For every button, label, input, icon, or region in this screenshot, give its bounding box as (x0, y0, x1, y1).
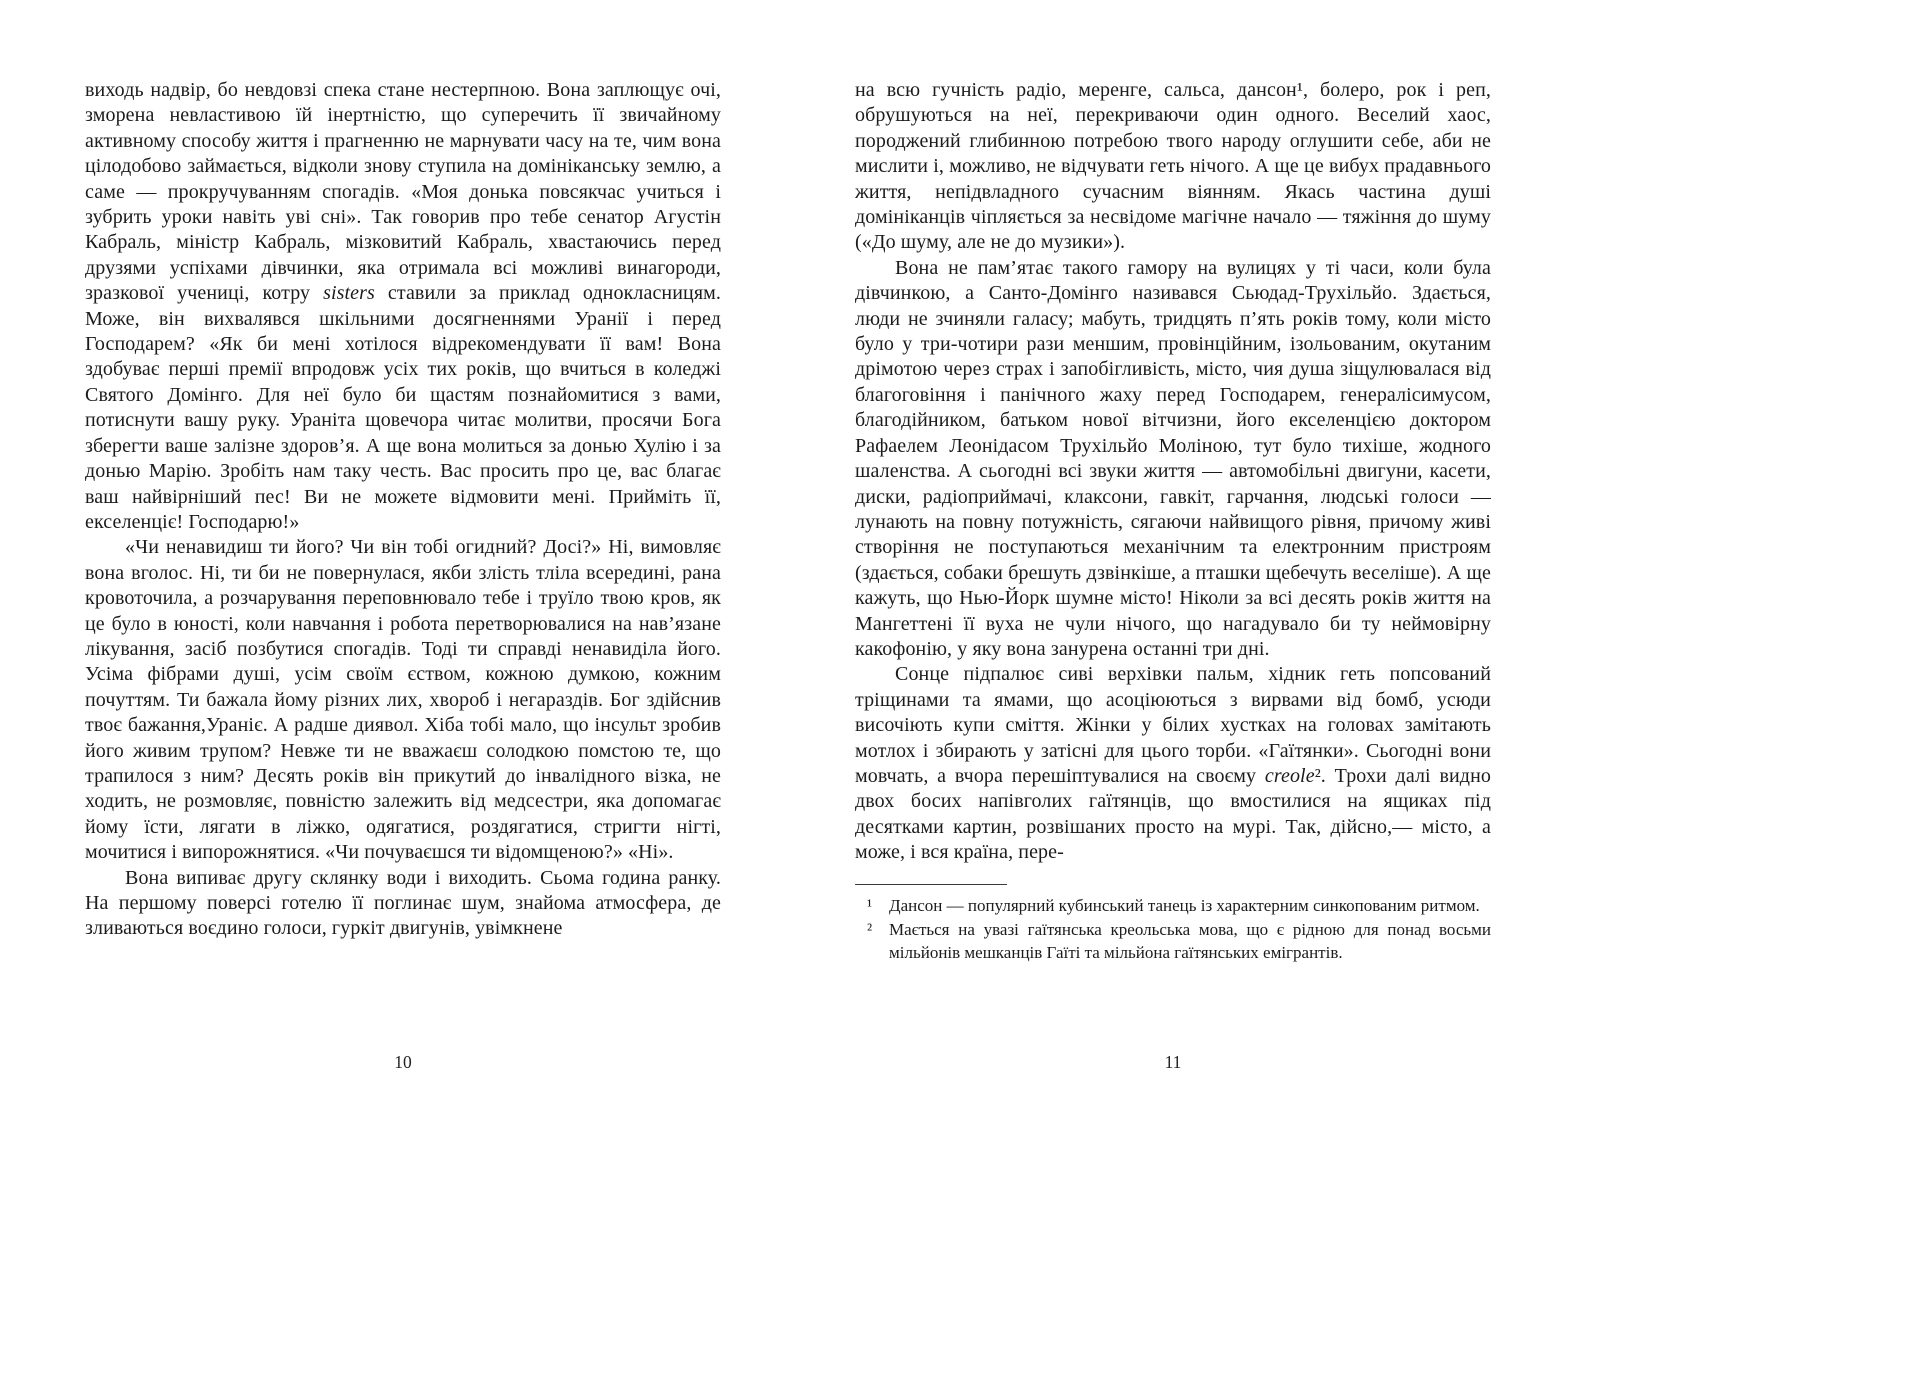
footnote-divider (855, 884, 1007, 885)
paragraph: Вона випиває другу склянку води і виходить. Сьома година ранку. На першому поверсі готелю її поглинає шум, знайома атмосфера, де зливаються воєдино голоси, гуркіт двигунів, увімкнене (85, 866, 721, 940)
page-right (855, 0, 1491, 1389)
paragraph: виходь надвір, бо невдовзі спека стане нестерпною. Вона заплющує очі, зморена невластивою їй інертністю, що суперечить її звичайному активному способу життя і прагненню не марнувати часу на те, чим вона цілодобово займається, відколи знову ступила на домініканську землю, а саме — прокручуванням спогадів. «Моя донька повсякчас учиться і зубрить уроки навіть уві сні». Так говорив про тебе сенатор Агустін Кабраль, міністр Кабраль, мізковитий Кабраль, хвастаючись перед друзями успіхами дівчинки, яка отримала всі можливі винагороди, зразкової учениці, котру sisters ставили за приклад однокласницям. Може, він вихвалявся шкільними досягненнями Уранії і перед Господарем? «Як би мені хотілося відрекомендувати її вам! Вона здобуває перші премії впродовж усіх тих років, що вчиться в коледжі Святого Домінго. Для неї було би щастям познайомитися з вами, потиснути вашу руку. Ураніта щовечора читає молитви, просячи Бога зберегти ваше залізне здоров’я. А ще вона молиться за донью Хулію і за донью Марію. Зробіть нам таку честь. Вас просить про це, вас благає ваш найвірніший пес! Ви не можете відмовити мені. Прийміть її, екселенціє! Господарю!» (85, 79, 721, 533)
page-number-right: 11 (1164, 1052, 1182, 1072)
footnote: ¹ Дансон — популярний кубинський танець із характерним синкопованим ритмом. (855, 895, 1491, 918)
footnote-marker: ¹ (867, 895, 873, 915)
paragraph: Вона не пам’ятає такого гамору на вулицях у ті часи, коли була дівчинкою, а Санто-Домінго називався Сьюдад-Трухільйо. Здається, люди не зчиняли галасу; мабуть, тридцять п’ять років тому, коли місто було у три-чотири рази меншим, провінційним, ізольованим, окутаним дрімотою через страх і запобігливість, місто, чия душа зіщулювалася від благоговіння і панічного жаху перед Господарем, генералісимусом, благодійником, батьком нової вітчизни, його екселенцією доктором Рафаелем Леонідасом Трухільйо Моліною, тут було тихіше, жодного шаленства. А сьогодні всі звуки життя — автомобільні двигуни, касети, диски, радіоприймачі, клаксони, гавкіт, гарчання, людські голоси — лунають на повну потужність, сягаючи найвищого рівня, причому живі створіння не поступаються механічним та електронним пристроям (здається, собаки брешуть дзвінкіше, а пташки щебечуть веселіше). А ще кажуть, що Нью-Йорк шумне місто! Ніколи за всі десять років життя на Мангеттені її вуха не чули нічого, що нагадувало би ту неймовірну какофонію, у яку вона занурена останні три дні. (855, 256, 1491, 660)
paragraph: «Чи ненавидиш ти його? Чи він тобі огидний? Досі?» Ні, вимовляє вона вголос. Ні, ти би не повернулася, якби злість тліла всередині, рана кровоточила, а розчарування переповнювало тебе і труїло твою кров, як це було в юності, коли навчання і робота перетворювалися на нав’язане лікування, засіб позбутися спогадів. Тоді ти справді ненавиділа його. Усіма фібрами душі, усім своїм єством, кожною думкою, кожним почуттям. Ти бажала йому різних лих, хвороб і негараздів. Бог здійснив твоє бажання,Ураніє. А радше диявол. Хіба тобі мало, що інсульт зробив його живим трупом? Невже ти не вважаєш солодкою помстою те, що трапилося з ним? Десять років він прикутий до інвалідного візка, не ходить, не розмовляє, повністю залежить від медсестри, яка допомагає йому їсти, лягати в ліжко, одягатися, роздягатися, стригти нігті, мочитися і випорожнятися. «Чи почуваєшся ти відомщеною?» «Ні». (85, 536, 721, 864)
footnote: ² Мається на увазі гаїтянська креольська мова, що є рідною для понад восьми мільйонів мешканців Гаїті та мільйона гаїтянських емігрантів. (867, 920, 1491, 962)
page-left (85, 0, 721, 1389)
page-number-left: 10 (394, 1052, 412, 1072)
footnote-marker: ² (867, 920, 873, 940)
page-left-text (85, 78, 721, 942)
paragraph: на всю гучність радіо, меренге, сальса, дансон¹, болеро, рок і реп, обрушуються на неї, перекриваючи один одного. Веселий хаос, породжений глибинною потребою твого народу оглушити себе, аби не мислити і, можливо, не відчувати геть нічого. А ще це вибух прадавнього життя, непідвладного сучасним віянням. Якась частина душі домініканців чіпляється за несвідоме магічне начало — тяжіння до шуму («До шуму, але не до музики»). (855, 79, 1491, 254)
footnotes-block (855, 895, 1491, 965)
page-right-text (855, 78, 1491, 866)
paragraph: Сонце підпалює сиві верхівки пальм, хідник геть попсований тріщинами та ямами, що асоціюються з вирвами від бомб, усюди височіють купи сміття. Жінки у білих хустках на головах замітають мотлох і збирають у затісні для цього торби. «Гаїтянки». Сьогодні вони мовчать, а вчора перешіптувалися на своєму creole². Трохи далі видно двох босих напівголих гаїтянців, що вмостилися на ящиках під десятками картин, розвішаних просто на мурі. Так, дійсно,— місто, а може, і вся країна, пере- (855, 663, 1491, 864)
